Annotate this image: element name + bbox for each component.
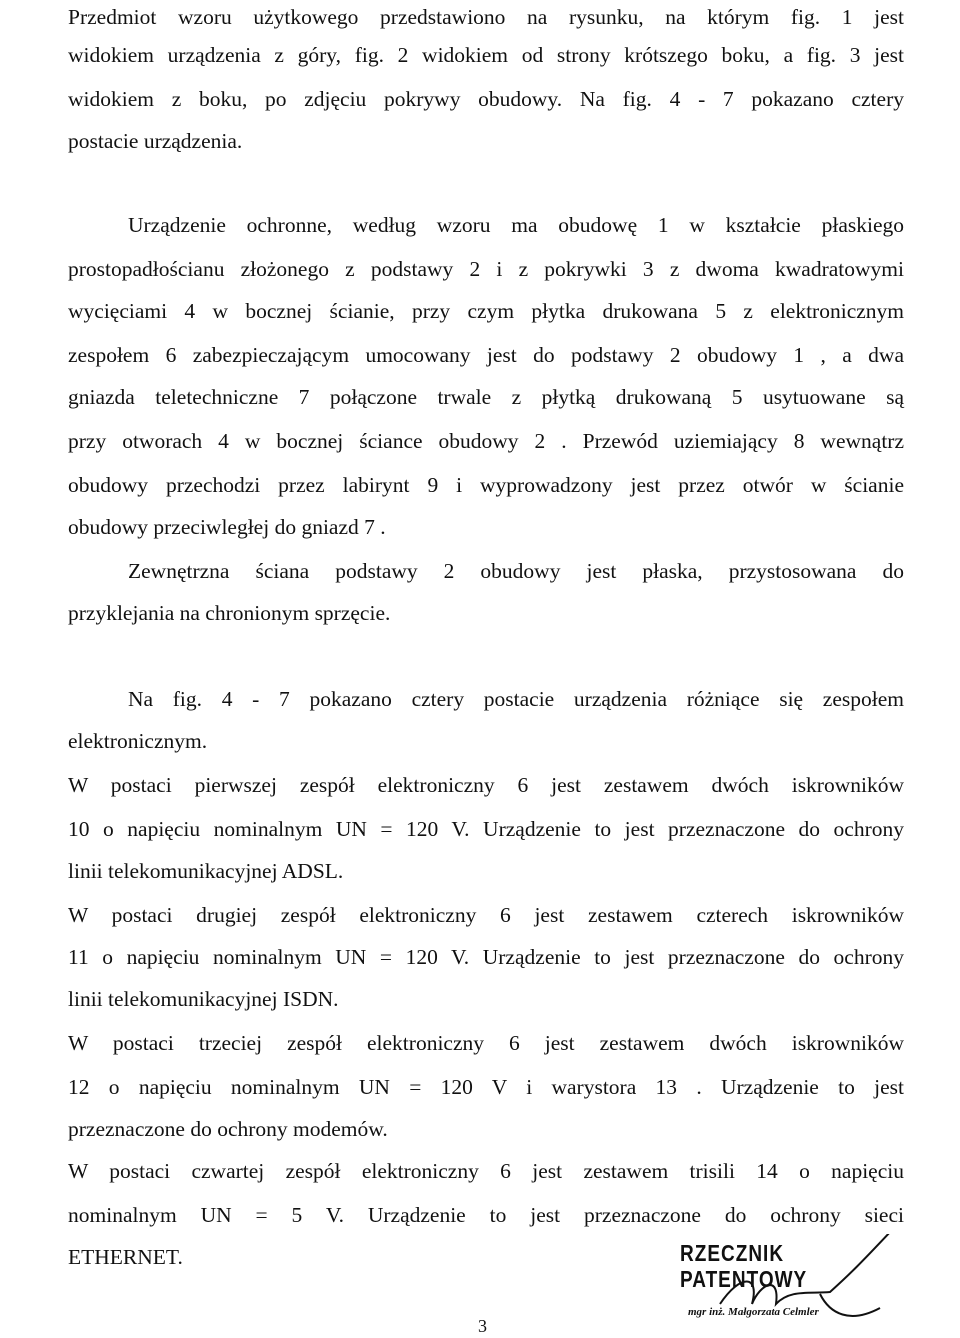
text-line: W postaci drugiej zespół elektroniczny 6 jest zestawem czterech iskrowników <box>68 903 904 927</box>
text-line: postacie urządzenia. <box>68 129 243 153</box>
text-line: obudowy przeciwległej do gniazd 7 . <box>68 515 386 539</box>
text-line: linii telekomunikacyjnej ADSL. <box>68 859 344 883</box>
text-line: W postaci trzeciej zespół elektroniczny 6 jest zestawem dwóch iskrowników <box>68 1031 904 1055</box>
text-line: Przedmiot wzoru użytkowego przedstawiono na rysunku, na którym fig. 1 jest <box>68 5 904 29</box>
text-line: ETHERNET. <box>68 1245 183 1269</box>
text-line: przy otworach 4 w bocznej ściance obudowy 2 . Przewód uziemiający 8 wewnątrz <box>68 429 904 453</box>
text-line: Zewnętrzna ściana podstawy 2 obudowy jest płaska, przystosowana do <box>128 559 904 583</box>
text-line: linii telekomunikacyjnej ISDN. <box>68 987 339 1011</box>
text-line: 10 o napięciu nominalnym UN = 120 V. Urządzenie to jest przeznaczone do ochrony <box>68 817 904 841</box>
text-line: Urządzenie ochronne, według wzoru ma obudowę 1 w kształcie płaskiego <box>128 213 904 237</box>
text-line: prostopadłościanu złożonego z podstawy 2 i z pokrywki 3 z dwoma kwadratowymi <box>68 257 904 281</box>
text-line: przeznaczone do ochrony modemów. <box>68 1117 388 1141</box>
text-line: obudowy przechodzi przez labirynt 9 i wyprowadzony jest przez otwór w ścianie <box>68 473 904 497</box>
stamp-title: RZECZNIK PATENTOWY <box>680 1241 808 1294</box>
text-line: widokiem urządzenia z góry, fig. 2 widokiem od strony krótszego boku, a fig. 3 jest <box>68 43 904 67</box>
text-line: W postaci czwartej zespół elektroniczny 6 jest zestawem trisili 14 o napięciu <box>68 1159 904 1183</box>
page-number: 3 <box>478 1316 487 1336</box>
stamp-name: mgr inż. Małgorzata Celmler <box>688 1306 819 1318</box>
text-line: elektronicznym. <box>68 729 208 753</box>
text-line: gniazda teletechniczne 7 połączone trwale z płytką drukowaną 5 usytuowane są <box>68 385 904 409</box>
text-line: zespołem 6 zabezpieczającym umocowany jest do podstawy 2 obudowy 1 , a dwa <box>68 343 904 367</box>
text-line: widokiem z boku, po zdjęciu pokrywy obudowy. Na fig. 4 - 7 pokazano cztery <box>68 87 904 111</box>
signature-icon <box>680 1234 920 1338</box>
text-line: W postaci pierwszej zespół elektroniczny 6 jest zestawem dwóch iskrowników <box>68 773 904 797</box>
text-line: nominalnym UN = 5 V. Urządzenie to jest przeznaczone do ochrony sieci <box>68 1203 904 1227</box>
patent-attorney-stamp <box>680 1234 920 1338</box>
text-line: wycięciami 4 w bocznej ścianie, przy czym płytka drukowana 5 z elektronicznym <box>68 299 904 323</box>
text-line: przyklejania na chronionym sprzęcie. <box>68 601 391 625</box>
text-line: 12 o napięciu nominalnym UN = 120 V i warystora 13 . Urządzenie to jest <box>68 1075 904 1099</box>
text-line: 11 o napięciu nominalnym UN = 120 V. Urządzenie to jest przeznaczone do ochrony <box>68 945 904 969</box>
text-line: Na fig. 4 - 7 pokazano cztery postacie urządzenia różniące się zespołem <box>128 687 904 711</box>
